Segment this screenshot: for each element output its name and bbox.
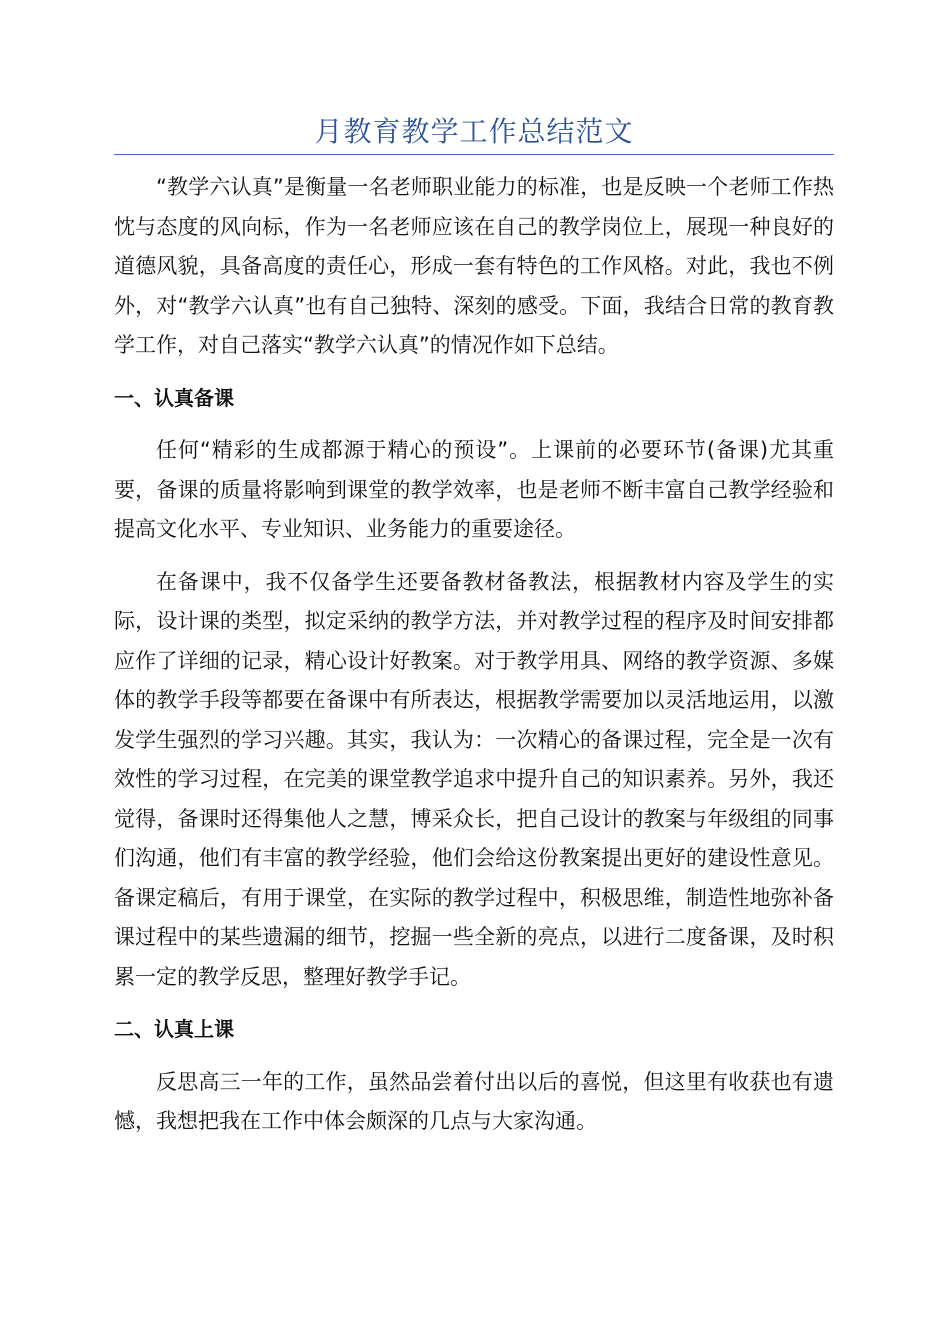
document-body: [114, 168, 834, 1155]
title-underline: [114, 154, 834, 155]
paragraph-prepare-details: 在备课中，我不仅备学生还要备教材备教法，根据教材内容及学生的实际，设计课的类型，拟定采纳的教学方法，并对教学过程的程序及时间安排都应作了详细的记录，精心设计好教案。对于教学用具、网络的教学资源、多媒体的教学手段等都要在备课中有所表达，根据教学需要加以灵活地运用，以激发学生强烈的学习兴趣。其实，我认为：一次精心的备课过程，完全是一次有效性的学习过程，在完美的课堂教学追求中提升自己的知识素养。另外，我还觉得，备课时还得集他人之慧，博采众长，把自己设计的教案与年级组的同事们沟通，他们有丰富的教学经验，他们会给这份教案提出更好的建设性意见。备课定稿后，有用于课堂，在实际的教学过程中，积极思维，制造性地弥补备课过程中的某些遗漏的细节，挖掘一些全新的亮点，以进行二度备课，及时积累一定的教学反思，整理好教学手记。: [114, 569, 834, 989]
document-title: 月教育教学工作总结范文: [314, 115, 634, 148]
section-heading-prepare-lessons: 一、认真备课: [114, 385, 234, 410]
paragraph-intro: “教学六认真”是衡量一名老师职业能力的标准，也是反映一个老师工作热忱与态度的风向标，作为一名老师应该在自己的教学岗位上，展现一种良好的道德风貌，具备高度的责任心，形成一套有特色的工作风格。对此，我也不例外，对“教学六认真”也有自己独特、深刻的感受。下面，我结合日常的教育教学工作，对自己落实“教学六认真”的情况作如下总结。: [114, 175, 834, 357]
paragraph-prepare-importance: 任何“精彩的生成都源于精心的预设”。上课前的必要环节(备课)尤其重要，备课的质量将影响到课堂的教学效率，也是老师不断丰富自己教学经验和提高文化水平、专业知识、业务能力的重要途径。: [114, 438, 834, 541]
section-heading-teach-lessons: 二、认真上课: [114, 1017, 234, 1041]
paragraph-reflection: 反思高三一年的工作，虽然品尝着付出以后的喜悦，但这里有收获也有遗憾，我想把我在工作中体会颇深的几点与大家沟通。: [114, 1069, 834, 1133]
